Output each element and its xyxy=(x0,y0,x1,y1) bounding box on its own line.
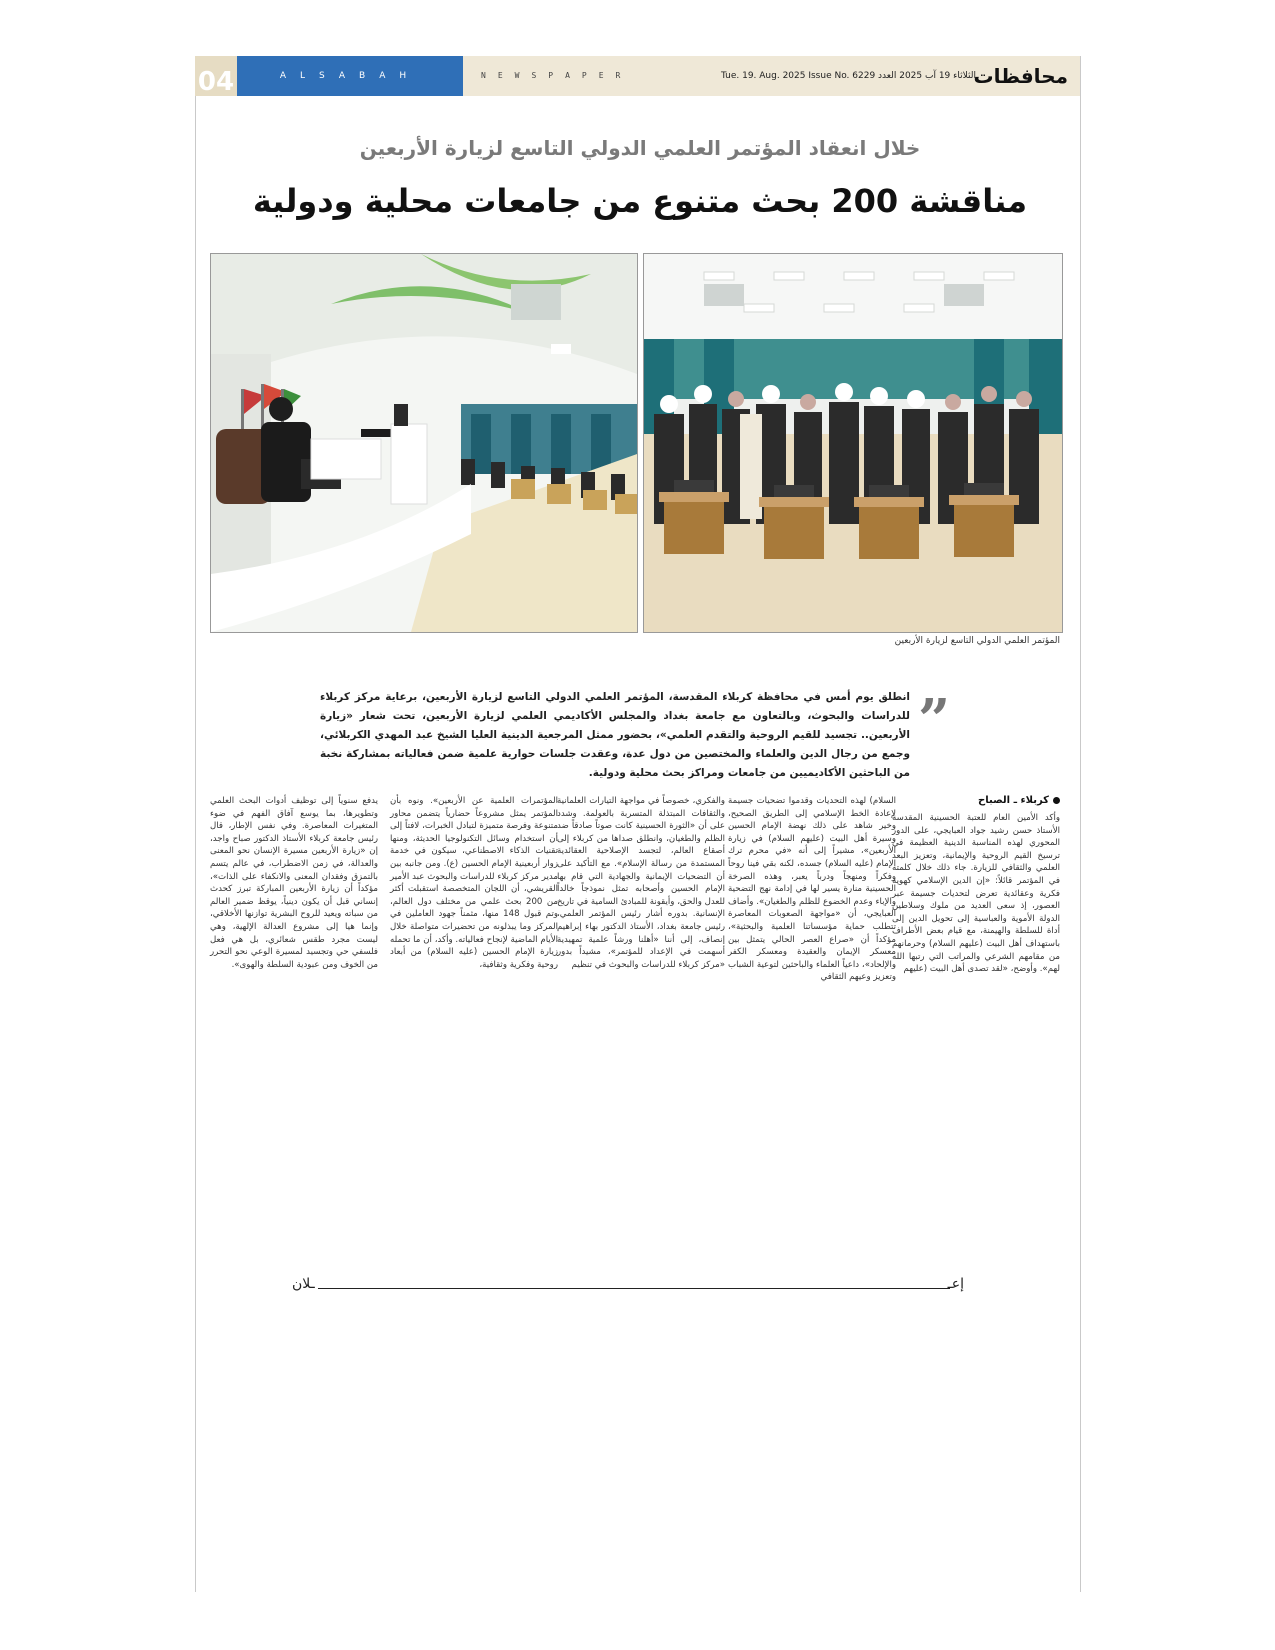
newspaper-label: NEWSPAPER xyxy=(481,71,633,80)
quote-icon: ” xyxy=(918,687,951,753)
photo-speaker xyxy=(210,253,638,633)
column-text: وأكد الأمين العام للعتبة الحسينية المقدسة الأستاذ حسن رشيد جواد العبايجي، على الدور المحوري لهذه المناسبة الدينية العظيمة في ترسيخ القيم الروحية والإيمانية، وتعزيز البعد العلمي والثقافي للزيارة. جاء ذلك خلال كلمته في المؤتمر قائلاً: «إن الدين الإسلامي كهوية فكرية وعقائدية تعرض لتحديات جسيمة عبر العصور، إذ سعى العديد من ملوك وسلاطين الدولة الأموية والعباسية إلى تحويل الدين إلى أداة للسلطة والهيمنة، مع قيام بعض الأطراف باستهداف أهل البيت (عليهم السلام) وحرمانهم من مقامهم الشرعي والمراتب التي رتبها الله لهم». وأوضح، «لقد تصدى أهل البيت (عليهم xyxy=(892,813,1060,975)
byline-text: كربلاء ـ الصباح xyxy=(978,795,1049,806)
photo-caption: المؤتمر العلمي الدولي التاسع لزيارة الأربعين xyxy=(894,636,1060,646)
brand-band: ALSABAH xyxy=(237,56,463,96)
article-headline: مناقشة 200 بحث متنوع من جامعات محلية ودولية xyxy=(252,182,1028,220)
ad-label-end: ـلان xyxy=(292,1276,315,1292)
article-column-3 xyxy=(557,795,725,1022)
article-byline xyxy=(880,795,1060,806)
ad-label-start: إعـ xyxy=(947,1276,964,1292)
issue-info: Tue. 19. Aug. 2025 Issue No. 6229 الثلاثاء 19 آب 2025 العدد xyxy=(721,71,976,81)
column-text: والفكري، خصوصاً في مواجهة التيارات العلمانية والثقافات المبتذلة المتسربة بالعولمة. وشدد على أن «الثورة الحسينية كانت صوتاً صادقاً ضد الظلم والطغيان، وانطلق صداها من كربلاء إلى أصقاع العالم، لتجسد الإصلاحية العقائدية المستمدة من رسالة الإسلام». مع التأكيد على أن التضحيات الإيمانية والجهادية التي قام بها الإمام الحسين وأصحابه تمثل نموذجاً خالداً للعدل والحق، وأيقونة للمبادئ السامية في تاريخ الإنسانية. بدوره أشار رئيس المؤتمر العلمي، رئيس جامعة بغداد، الأستاذ الدكتور بهاء إبراهيم إنصاف، إلى أننا «أهلنا ورشاً علمية تمهيدية أسهمت في الإعداد للمؤتمر»، مشيداً بدور «مركز كربلاء للدراسات والبحوث في تنظيم xyxy=(557,796,725,970)
ad-divider xyxy=(318,1288,950,1289)
article-column-1 xyxy=(892,812,1060,1022)
page-header xyxy=(195,56,1080,96)
article-column-4 xyxy=(390,795,558,1022)
column-text: السلام) لهذه التحديات وقدموا تضحيات جسيمة لإعادة الخط الإسلامي إلى الطريق الصحيح، وخير شاهد على ذلك نهضة الإمام الحسين وسيرة أهل البيت (عليهم السلام) في زيارة الأربعين»، مشيراً إلى أنه «في محرم ترك الإمام (عليه السلام) جسده، لكنه بقي فينا روحاً وفكراً ومنهجاً ودرباً يعبر، وهذه الصرخة الحسينية منارة يسير لها في إدامة نهج التضحية والإباء وعدم الخضوع للظلم والطغيان». وأضاف العبايجي، أن «مواجهة الصعوبات المعاصرة تتطلب حماية مؤسساتنا العلمية والبحثية»، مؤكداً أن «صراع العصر الحالي يتمثل بين معسكر الإيمان والعقيدة ومعسكر الكفر والإلحاد»، داعياً العلماء والباحثين لتوعية الشباب وتعزيز وعيهم الثقافي xyxy=(728,796,896,983)
article-column-2 xyxy=(728,795,896,1022)
photo-group xyxy=(643,253,1063,633)
column-text: يدفع سنوياً إلى توظيف أدوات البحث العلمي وتطويرها، بما يوسع آفاق الفهم في ضوء المتغيرات المعاصرة. وفي نفس الإطار، قال رئيس جامعة كربلاء الأستاذ الدكتور صباح واجد، إن «زيارة الأربعين مسيرة الإنسان نحو المعنى والعدالة، في زمن الاضطراب، في عالم يتسم بالتمزق وفقدان المعنى والانكفاء على الذات»، مؤكداً أن زيارة الأربعين المباركة تبرز كحدث إنساني قبل أن يكون دينياً، يوقظ ضمير العالم من سباته ويعيد للروح البشرية توازنها الأخلاقي، وإنما هيا إلى مشروع العدالة الإلهية، وهي ليست مجرد طقس شعائري، بل هي فعل فلسفي حي وتجسيد لمسيرة الوعي نحو التحرر من الخوف ومن عبودية السلطة والهوى». xyxy=(210,796,378,970)
advertisement-label xyxy=(292,1276,964,1296)
column-text: المؤتمرات العلمية عن الأربعين». ونوه بأن المؤتمر يمثل مشروعاً حضارياً يتضمن محاور متنوعة وفرصة متميزة لتبادل الخبرات، لافتاً إلى أن استخدام وسائل التكنولوجيا الحديثة، ومنها تقنيات الذكاء الاصطناعي، سيكون في خدمة زوار أربعينية الإمام الحسين (ع). ومن جانبه بين مدير مركز كربلاء للدراسات والبحوث عبد الأمير القريشي، أن اللجان المتخصصة استقبلت أكثر من 200 بحث علمي من مختلف دول العالم، وتم قبول 148 منها، مثمناً جهود العاملين في المركز وما يبذلونه من تحضيرات متواصلة خلال الأيام الماضية لإنجاح فعالياته. وأكد، أن ما تحمله زيارة الإمام الحسين (عليه السلام) من أبعاد روحية وفكرية وثقافية، xyxy=(390,796,559,970)
section-title: محافظات xyxy=(973,64,1068,88)
page-number: 04 xyxy=(195,56,237,96)
bullet-icon xyxy=(1053,797,1060,804)
article-column-5 xyxy=(210,795,378,1015)
article-kicker: خلال انعقاد المؤتمر العلمي الدولي التاسع لزيارة الأربعين xyxy=(359,136,921,160)
article-intro: انطلق يوم أمس في محافظة كربلاء المقدسة، المؤتمر العلمي الدولي التاسع لزيارة الأربعين، برعاية مركز كربلاء للدراسات والبحوث، وبالتعاون مع جامعة بغداد والمجلس الأكاديمي العلمي لزيارة الأربعين، تحت شعار «زيارة الأربعين.. تجسيد للقيم الروحية والتقدم العلمي»، بحضور ممثل المرجعية الدينية العليا الشيخ عبد المهدي الكربلائي، وجمع من رجال الدين والعلماء والمختصين من دول عدة، وعقدت جلسات حوارية علمية ضمن فعالياته بمشاركة نخبة من الباحثين الأكاديميين من جامعات ومراكز بحث محلية ودولية. xyxy=(320,691,910,779)
